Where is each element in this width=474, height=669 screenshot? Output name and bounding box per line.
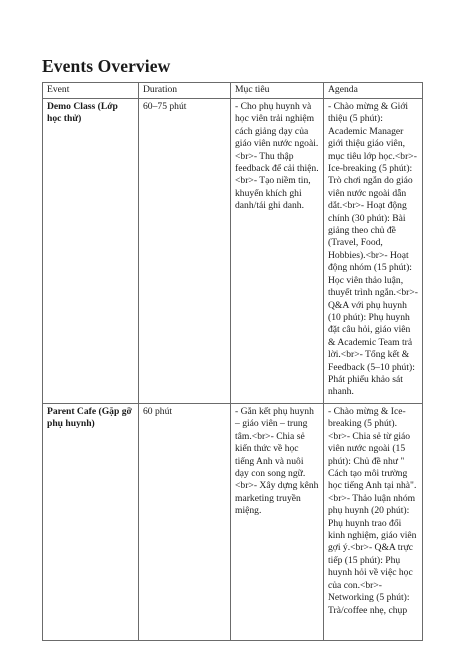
table-header-row bbox=[43, 83, 423, 99]
agenda-cell: - Chào mừng & Ice-breaking (5 phút).<br>- Chia sẻ từ giáo viên nước ngoài (15 phút): Chủ đề như " Cách tạo môi trường học tiếng Anh tại nhà".<br>- Thảo luận nhóm phụ huynh (20 phút): Phụ huynh trao đổi kinh nghiệm, giáo viên gợi ý.<br>- Q&A trực tiếp (15 phút): Phụ huynh hỏi về việc học của con.<br>- Networking (5 phút): Trà/coffee nhẹ, chụp bbox=[324, 404, 423, 641]
document-page bbox=[42, 56, 422, 641]
table-row bbox=[43, 404, 423, 641]
header-agenda: Agenda bbox=[324, 83, 423, 99]
header-objective: Mục tiêu bbox=[231, 83, 324, 99]
objective-cell: - Gắn kết phụ huynh – giáo viên – trung tâm.<br>- Chia sẻ kiến thức về học tiếng Anh và nuôi dạy con song ngữ.<br>- Xây dựng kênh marketing truyền miệng. bbox=[231, 404, 324, 641]
objective-cell: - Cho phụ huynh và học viên trải nghiệm cách giảng dạy của giáo viên nước ngoài.<br>- Thu thập feedback để cải thiện.<br>- Tạo niềm tin, khuyến khích ghi danh/tái ghi danh. bbox=[231, 99, 324, 404]
header-event: Event bbox=[43, 83, 139, 99]
events-table bbox=[42, 82, 423, 641]
table-row bbox=[43, 99, 423, 404]
event-cell: Demo Class (Lớp học thử) bbox=[43, 99, 139, 404]
event-cell: Parent Cafe (Gặp gỡ phụ huynh) bbox=[43, 404, 139, 641]
header-duration: Duration bbox=[139, 83, 231, 99]
duration-cell: 60–75 phút bbox=[139, 99, 231, 404]
agenda-cell: - Chào mừng & Giới thiệu (5 phút): Academic Manager giới thiệu giáo viên, mục tiêu lớp học.<br>- Ice-breaking (5 phút): Trò chơi ngắn do giáo viên nước ngoài dẫn dắt.<br>- Hoạt động chính (30 phút): Bài giảng theo chủ đề (Travel, Food, Hobbies).<br>- Hoạt động nhóm (15 phút): Học viên thảo luận, thuyết trình ngắn.<br>- Q&A với phụ huynh (10 phút): Phụ huynh đặt câu hỏi, giáo viên & Academic Team trả lời.<br>- Tổng kết & Feedback (5–10 phút): Phát phiếu khảo sát nhanh. bbox=[324, 99, 423, 404]
duration-cell: 60 phút bbox=[139, 404, 231, 641]
page-title: Events Overview bbox=[42, 56, 171, 76]
